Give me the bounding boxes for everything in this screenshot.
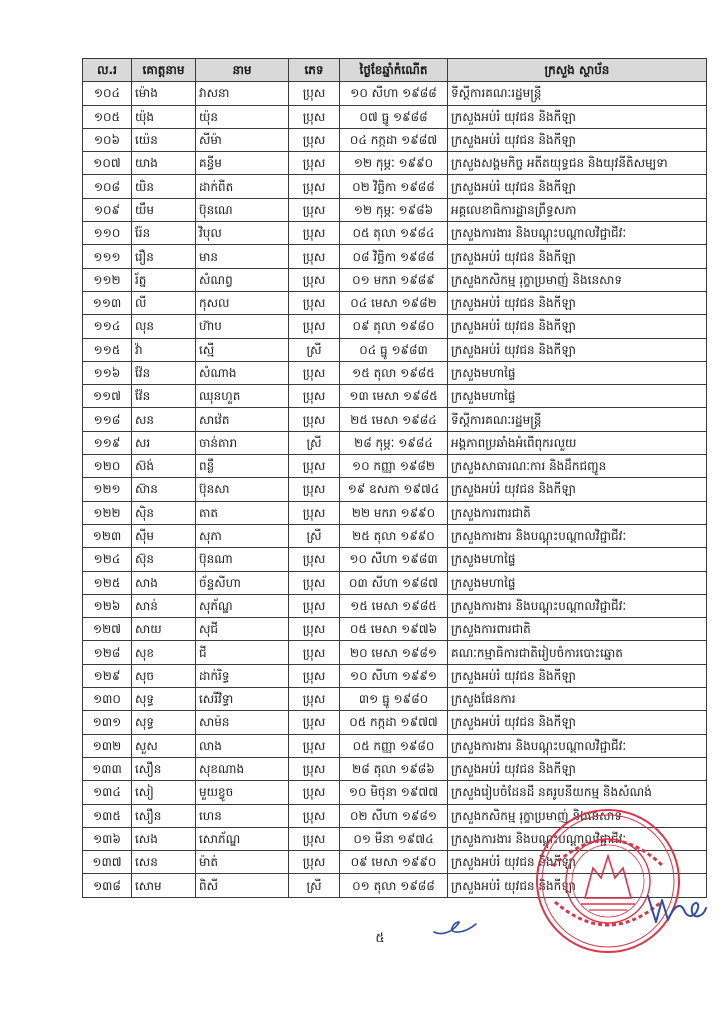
row-number-cell: ១២២ (83, 501, 132, 524)
date-of-birth-cell: ០៥ កញ្ញា ១៩៨០ (340, 734, 448, 757)
given-name-cell: ប៊ុនសា (196, 478, 289, 501)
sex-cell: ប្រុស (289, 128, 340, 151)
family-name-cell: សន (132, 408, 196, 431)
header-date-of-birth: ថ្ងៃខែឆ្នាំកំណើត (340, 59, 448, 82)
table-row (83, 711, 707, 734)
table-row (83, 128, 707, 151)
family-name-cell: យ៉េន (132, 128, 196, 151)
table-row (83, 152, 707, 175)
sex-cell: ប្រុស (289, 851, 340, 874)
given-name-cell: សាម៉ន (196, 711, 289, 734)
table-row (83, 338, 707, 361)
ministry-cell: ក្រសួងសង្គមកិច្ច អតីតយុទ្ធជន និងយុវនីតិសម្បទា (448, 152, 707, 175)
row-number-cell: ១១៣ (83, 291, 132, 314)
sex-cell: ប្រុស (289, 245, 340, 268)
table-body (83, 82, 707, 897)
family-name-cell: លី (132, 291, 196, 314)
date-of-birth-cell: ០៤ កក្កដា ១៩៨៧ (340, 128, 448, 151)
row-number-cell: ១៣៨ (83, 874, 132, 897)
table-row (83, 734, 707, 757)
given-name-cell: មាន (196, 245, 289, 268)
given-name-cell: សោភ័ណ្ឌ (196, 827, 289, 850)
row-number-cell: ១២៧ (83, 618, 132, 641)
family-name-cell: យ៉ុង (132, 105, 196, 128)
row-number-cell: ១៣៣ (83, 757, 132, 780)
table-row (83, 571, 707, 594)
date-of-birth-cell: ២២ មករា ១៩៩០ (340, 501, 448, 524)
official-seal-icon (533, 806, 683, 956)
date-of-birth-cell: ១០ សីហា ១៩៩១ (340, 664, 448, 687)
table-row (83, 688, 707, 711)
ministry-cell: ក្រសួងរៀបចំដែនដី នគរូបនីយកម្ម និងសំណង់ (448, 781, 707, 804)
row-number-cell: ១២៣ (83, 524, 132, 547)
ministry-cell: ក្រសួងអប់រំ យុវជន និងកីឡា (448, 105, 707, 128)
ministry-cell: ក្រសួងការងារ និងបណ្តុះបណ្តាលវិជ្ជាជីវៈ (448, 734, 707, 757)
header-sex: ភេទ (289, 59, 340, 82)
date-of-birth-cell: ១៥ តុលា ១៩៨៥ (340, 361, 448, 384)
date-of-birth-cell: ៣១ ធ្នូ ១៩៨០ (340, 688, 448, 711)
family-name-cell: សៀ (132, 781, 196, 804)
ministry-cell: ក្រសួងអប់រំ យុវជន និងកីឡា (448, 664, 707, 687)
date-of-birth-cell: ០៥ មេសា ១៩៧៦ (340, 618, 448, 641)
sex-cell: ប្រុស (289, 408, 340, 431)
ministry-cell: ក្រសួងអប់រំ យុវជន និងកីឡា (448, 478, 707, 501)
table-row (83, 315, 707, 338)
header-ministry: ក្រសួង ស្ថាប័ន (448, 59, 707, 82)
ministry-cell: ក្រសួងអប់រំ យុវជន និងកីឡា (448, 874, 707, 897)
table-header (83, 59, 707, 82)
given-name-cell: សីម៉ា (196, 128, 289, 151)
roster-table (82, 58, 707, 898)
ministry-cell: ក្រសួងមហាផ្ទៃ (448, 361, 707, 384)
date-of-birth-cell: ១៣ មេសា ១៩៨៥ (340, 385, 448, 408)
sex-cell: ប្រុស (289, 315, 340, 338)
ministry-cell: ក្រសួងមហាផ្ទៃ (448, 548, 707, 571)
sex-cell: ប្រុស (289, 501, 340, 524)
row-number-cell: ១១២ (83, 268, 132, 291)
date-of-birth-cell: ០១ តុលា ១៩៨៨ (340, 874, 448, 897)
row-number-cell: ១១៨ (83, 408, 132, 431)
sex-cell: ប្រុស (289, 198, 340, 221)
header-given-name: នាម (196, 59, 289, 82)
sex-cell: ប្រុស (289, 455, 340, 478)
given-name-cell: ហ៊ាប (196, 315, 289, 338)
given-name-cell: ចាន់តារា (196, 431, 289, 454)
given-name-cell: សុខណាង (196, 757, 289, 780)
table-row (83, 198, 707, 221)
date-of-birth-cell: ២៥ មេសា ១៩៨៤ (340, 408, 448, 431)
sex-cell: ប្រុស (289, 641, 340, 664)
table-row (83, 524, 707, 547)
ministry-cell: ក្រសួងការងារ និងបណ្តុះបណ្តាលវិជ្ជាជីវៈ (448, 222, 707, 245)
sex-cell: ប្រុស (289, 711, 340, 734)
ministry-cell: ទីស្តីការគណៈរដ្ឋមន្ត្រី (448, 408, 707, 431)
row-number-cell: ១៣០ (83, 688, 132, 711)
ministry-cell: ក្រសួងការងារ និងបណ្តុះបណ្តាលវិជ្ជាជីវៈ (448, 524, 707, 547)
row-number-cell: ១២៥ (83, 571, 132, 594)
ministry-cell: ក្រសួងការងារ និងបណ្តុះបណ្តាលវិជ្ជាជីវៈ (448, 827, 707, 850)
row-number-cell: ១២០ (83, 455, 132, 478)
ministry-cell: ក្រសួងការងារ និងបណ្តុះបណ្តាលវិជ្ជាជីវៈ (448, 594, 707, 617)
table-row (83, 431, 707, 454)
family-name-cell: សឿន (132, 804, 196, 827)
given-name-cell: វិបុល (196, 222, 289, 245)
family-name-cell: សុទ្ធ (132, 711, 196, 734)
table-row (83, 82, 707, 105)
ministry-cell: ក្រសួងអប់រំ យុវជន និងកីឡា (448, 851, 707, 874)
given-name-cell: គន្ធីម (196, 152, 289, 175)
row-number-cell: ១៣៧ (83, 851, 132, 874)
table-row (83, 268, 707, 291)
family-name-cell: សេន (132, 851, 196, 874)
table-row (83, 222, 707, 245)
table-row (83, 664, 707, 687)
given-name-cell: វាសនា (196, 82, 289, 105)
sex-cell: ប្រុស (289, 175, 340, 198)
family-name-cell: វ៉ែន (132, 385, 196, 408)
sex-cell: ប្រុស (289, 571, 340, 594)
sex-cell: ប្រុស (289, 105, 340, 128)
sex-cell: ប្រុស (289, 827, 340, 850)
given-name-cell: ពិសី (196, 874, 289, 897)
given-name-cell: ជី (196, 641, 289, 664)
given-name-cell: កុសល (196, 291, 289, 314)
given-name-cell: សុជី (196, 618, 289, 641)
given-name-cell: មួយខ្វូច (196, 781, 289, 804)
date-of-birth-cell: ០៥ កក្កដា ១៩៧៧ (340, 711, 448, 734)
row-number-cell: ១០៤ (83, 82, 132, 105)
row-number-cell: ១១០ (83, 222, 132, 245)
ministry-cell: ក្រសួងផែនការ (448, 688, 707, 711)
date-of-birth-cell: ០៤ មេសា ១៩៨២ (340, 291, 448, 314)
family-name-cell: ម៉ោង (132, 82, 196, 105)
page-number: ៥ (375, 931, 385, 946)
row-number-cell: ១១៧ (83, 385, 132, 408)
table-row (83, 245, 707, 268)
family-name-cell: ស៊ង់ (132, 455, 196, 478)
row-number-cell: ១៣៤ (83, 781, 132, 804)
table-row (83, 175, 707, 198)
table-row (83, 548, 707, 571)
sex-cell: ប្រុស (289, 734, 340, 757)
row-number-cell: ១១៤ (83, 315, 132, 338)
sex-cell: ប្រុស (289, 781, 340, 804)
row-number-cell: ១២៩ (83, 664, 132, 687)
ministry-cell: ក្រសួងមហាផ្ទៃ (448, 385, 707, 408)
row-number-cell: ១២៦ (83, 594, 132, 617)
date-of-birth-cell: ១៩ ឧសភា ១៩៧៤ (340, 478, 448, 501)
given-name-cell: ឈុនហួត (196, 385, 289, 408)
table-row (83, 781, 707, 804)
sex-cell: ប្រុស (289, 664, 340, 687)
table-row (83, 618, 707, 641)
family-name-cell: យិន (132, 175, 196, 198)
row-number-cell: ១០៨ (83, 175, 132, 198)
date-of-birth-cell: ០១ មីនា ១៩៧៤ (340, 827, 448, 850)
date-of-birth-cell: ២៨ តុលា ១៩៨៦ (340, 757, 448, 780)
date-of-birth-cell: ០១ មករា ១៩៨៩ (340, 268, 448, 291)
sex-cell: ស្រី (289, 338, 340, 361)
sex-cell: ប្រុស (289, 291, 340, 314)
sex-cell: ប្រុស (289, 385, 340, 408)
sex-cell: ប្រុស (289, 757, 340, 780)
date-of-birth-cell: ១០ មិថុនា ១៩៧៧ (340, 781, 448, 804)
table-row (83, 385, 707, 408)
date-of-birth-cell: ០៧ ធ្នូ ១៩៨៨ (340, 105, 448, 128)
date-of-birth-cell: ២៨ កុម្ភៈ ១៩៨៤ (340, 431, 448, 454)
date-of-birth-cell: ០៩ តុលា ១៩៨០ (340, 315, 448, 338)
sex-cell: ប្រុស (289, 361, 340, 384)
ministry-cell: ក្រសួងកសិកម្ម រុក្ខាប្រមាញ់ និងនេសាទ (448, 268, 707, 291)
family-name-cell: ស៊ុន (132, 548, 196, 571)
family-name-cell: វ៉ែន (132, 361, 196, 384)
date-of-birth-cell: ០៣ សីហា ១៩៨៧ (340, 571, 448, 594)
given-name-cell: តាត (196, 501, 289, 524)
given-name-cell: ប៊ុនណេ (196, 198, 289, 221)
date-of-birth-cell: ០៥ តុលា ១៩៨៤ (340, 222, 448, 245)
ministry-cell: អគ្គលេខាធិការដ្ឋានព្រឹទ្ធសភា (448, 198, 707, 221)
given-name-cell: សេរីវិទ្ធា (196, 688, 289, 711)
table-row (83, 594, 707, 617)
row-number-cell: ១០៧ (83, 152, 132, 175)
sex-cell: ស្រី (289, 874, 340, 897)
sex-cell: ប្រុស (289, 152, 340, 175)
date-of-birth-cell: ០៤ ធ្នូ ១៩៨៣ (340, 338, 448, 361)
date-of-birth-cell: ០២ សីហា ១៩៨១ (340, 804, 448, 827)
sex-cell: ប្រុស (289, 268, 340, 291)
row-number-cell: ១០៦ (83, 128, 132, 151)
sex-cell: ស្រី (289, 431, 340, 454)
sex-cell: ប្រុស (289, 478, 340, 501)
header-family-name: គោត្តនាម (132, 59, 196, 82)
ministry-cell: ក្រសួងអប់រំ យុវជន និងកីឡា (448, 315, 707, 338)
row-number-cell: ១០៩ (83, 198, 132, 221)
row-number-cell: ១២១ (83, 478, 132, 501)
table-row (83, 641, 707, 664)
family-name-cell: ស៊ីម (132, 524, 196, 547)
ministry-cell: ក្រសួងអប់រំ យុវជន និងកីឡា (448, 128, 707, 151)
ministry-cell: ក្រសួងអប់រំ យុវជន និងកីឡា (448, 711, 707, 734)
given-name-cell: ដាក់រិទ្ធ (196, 664, 289, 687)
date-of-birth-cell: ១៥ មេសា ១៩៨៥ (340, 594, 448, 617)
date-of-birth-cell: ១០ កញ្ញា ១៩៨២ (340, 455, 448, 478)
given-name-cell: ហេន (196, 804, 289, 827)
ministry-cell: អង្គភាពប្រឆាំងអំពើពុករលួយ (448, 431, 707, 454)
date-of-birth-cell: ១០ សីហា ១៩៨៣ (340, 548, 448, 571)
table-row (83, 478, 707, 501)
date-of-birth-cell: ១២ កុម្ភៈ ១៩៨៦ (340, 198, 448, 221)
header-number: ល.រ (83, 59, 132, 82)
row-number-cell: ១៣៥ (83, 804, 132, 827)
date-of-birth-cell: ០៩ មេសា ១៩៩០ (340, 851, 448, 874)
sex-cell: ប្រុស (289, 594, 340, 617)
family-name-cell: សេង (132, 827, 196, 850)
ministry-cell: ក្រសួងការពារជាតិ (448, 618, 707, 641)
family-name-cell: ស៊ាន (132, 478, 196, 501)
ministry-cell: ក្រសួងអប់រំ យុវជន និងកីឡា (448, 291, 707, 314)
sex-cell: ប្រុស (289, 548, 340, 571)
family-name-cell: សាន់ (132, 594, 196, 617)
family-name-cell: សុទ្ធ (132, 688, 196, 711)
ministry-cell: ក្រសួងអប់រំ យុវជន និងកីឡា (448, 338, 707, 361)
table-row (83, 105, 707, 128)
ministry-cell: ក្រសួងអប់រំ យុវជន និងកីឡា (448, 175, 707, 198)
date-of-birth-cell: ១២ កុម្ភៈ ១៩៩០ (340, 152, 448, 175)
given-name-cell: សំណាង (196, 361, 289, 384)
sex-cell: ប្រុស (289, 618, 340, 641)
given-name-cell: ម៉ាត់ (196, 851, 289, 874)
row-number-cell: ១២៨ (83, 641, 132, 664)
given-name-cell: ប៊ុនណា (196, 548, 289, 571)
family-name-cell: រ៉ែន (132, 222, 196, 245)
family-name-cell: រ័ត្ន (132, 268, 196, 291)
row-number-cell: ១០៥ (83, 105, 132, 128)
date-of-birth-cell: ២៥ តុលា ១៩៩០ (340, 524, 448, 547)
ministry-cell: ក្រសួងការពារជាតិ (448, 501, 707, 524)
family-name-cell: សឿន (132, 757, 196, 780)
ministry-cell: ក្រសួងអប់រំ យុវជន និងកីឡា (448, 757, 707, 780)
row-number-cell: ១២៤ (83, 548, 132, 571)
ministry-cell: ទីស្តីការគណៈរដ្ឋមន្ត្រី (448, 82, 707, 105)
row-number-cell: ១៣១ (83, 711, 132, 734)
given-name-cell: ដាក់ពីត (196, 175, 289, 198)
ministry-cell: ក្រសួងកសិកម្ម រុក្ខាប្រមាញ់ និងនេសាទ (448, 804, 707, 827)
family-name-cell: សុខ (132, 641, 196, 664)
ministry-cell: ក្រសួងអប់រំ យុវជន និងកីឡា (448, 245, 707, 268)
given-name-cell: យ៉ុន (196, 105, 289, 128)
family-name-cell: វ៉ា (132, 338, 196, 361)
table-row (83, 361, 707, 384)
table-row (83, 291, 707, 314)
sex-cell: ស្រី (289, 524, 340, 547)
family-name-cell: សរ (132, 431, 196, 454)
table-row (83, 757, 707, 780)
date-of-birth-cell: ១០ សីហា ១៩៨៨ (340, 82, 448, 105)
sex-cell: ប្រុស (289, 688, 340, 711)
family-name-cell: សួស (132, 734, 196, 757)
given-name-cell: សាវ៉េត (196, 408, 289, 431)
date-of-birth-cell: ២០ មេសា ១៩៨១ (340, 641, 448, 664)
row-number-cell: ១១៥ (83, 338, 132, 361)
family-name-cell: សុច (132, 664, 196, 687)
date-of-birth-cell: ០៨ វិច្ឆិកា ១៩៨៨ (340, 245, 448, 268)
ministry-cell: ក្រសួងមហាផ្ទៃ (448, 571, 707, 594)
given-name-cell: ពន្លឺ (196, 455, 289, 478)
row-number-cell: ១៣៦ (83, 827, 132, 850)
table-row (83, 501, 707, 524)
sex-cell: ប្រុស (289, 82, 340, 105)
row-number-cell: ១១៦ (83, 361, 132, 384)
table-row (83, 408, 707, 431)
sex-cell: ប្រុស (289, 222, 340, 245)
family-name-cell: រឿន (132, 245, 196, 268)
family-name-cell: សោម (132, 874, 196, 897)
family-name-cell: សាង (132, 571, 196, 594)
given-name-cell: សុភ័ណ្ឌ (196, 594, 289, 617)
header-row (83, 59, 707, 82)
sex-cell: ប្រុស (289, 804, 340, 827)
family-name-cell: ស៊ិន (132, 501, 196, 524)
ministry-cell: ក្រសួងសាធារណៈការ និងដឹកជញ្ជូន (448, 455, 707, 478)
initial-signature-icon (430, 912, 480, 942)
given-name-cell: ស្មើ (196, 338, 289, 361)
ministry-cell: គណៈកម្មាធិការជាតិរៀបចំការបោះឆ្នោត (448, 641, 707, 664)
family-name-cell: លុន (132, 315, 196, 338)
given-name-cell: ច័ន្ទសីហា (196, 571, 289, 594)
family-name-cell: យាង (132, 152, 196, 175)
row-number-cell: ១១១ (83, 245, 132, 268)
row-number-cell: ១១៩ (83, 431, 132, 454)
signature-icon (640, 886, 710, 932)
given-name-cell: សុភា (196, 524, 289, 547)
given-name-cell: សំណព្វ (196, 268, 289, 291)
date-of-birth-cell: ០២ វិច្ឆិកា ១៩៨៨ (340, 175, 448, 198)
family-name-cell: សាយ (132, 618, 196, 641)
family-name-cell: យឹម (132, 198, 196, 221)
table-row (83, 455, 707, 478)
given-name-cell: លាង (196, 734, 289, 757)
row-number-cell: ១៣២ (83, 734, 132, 757)
